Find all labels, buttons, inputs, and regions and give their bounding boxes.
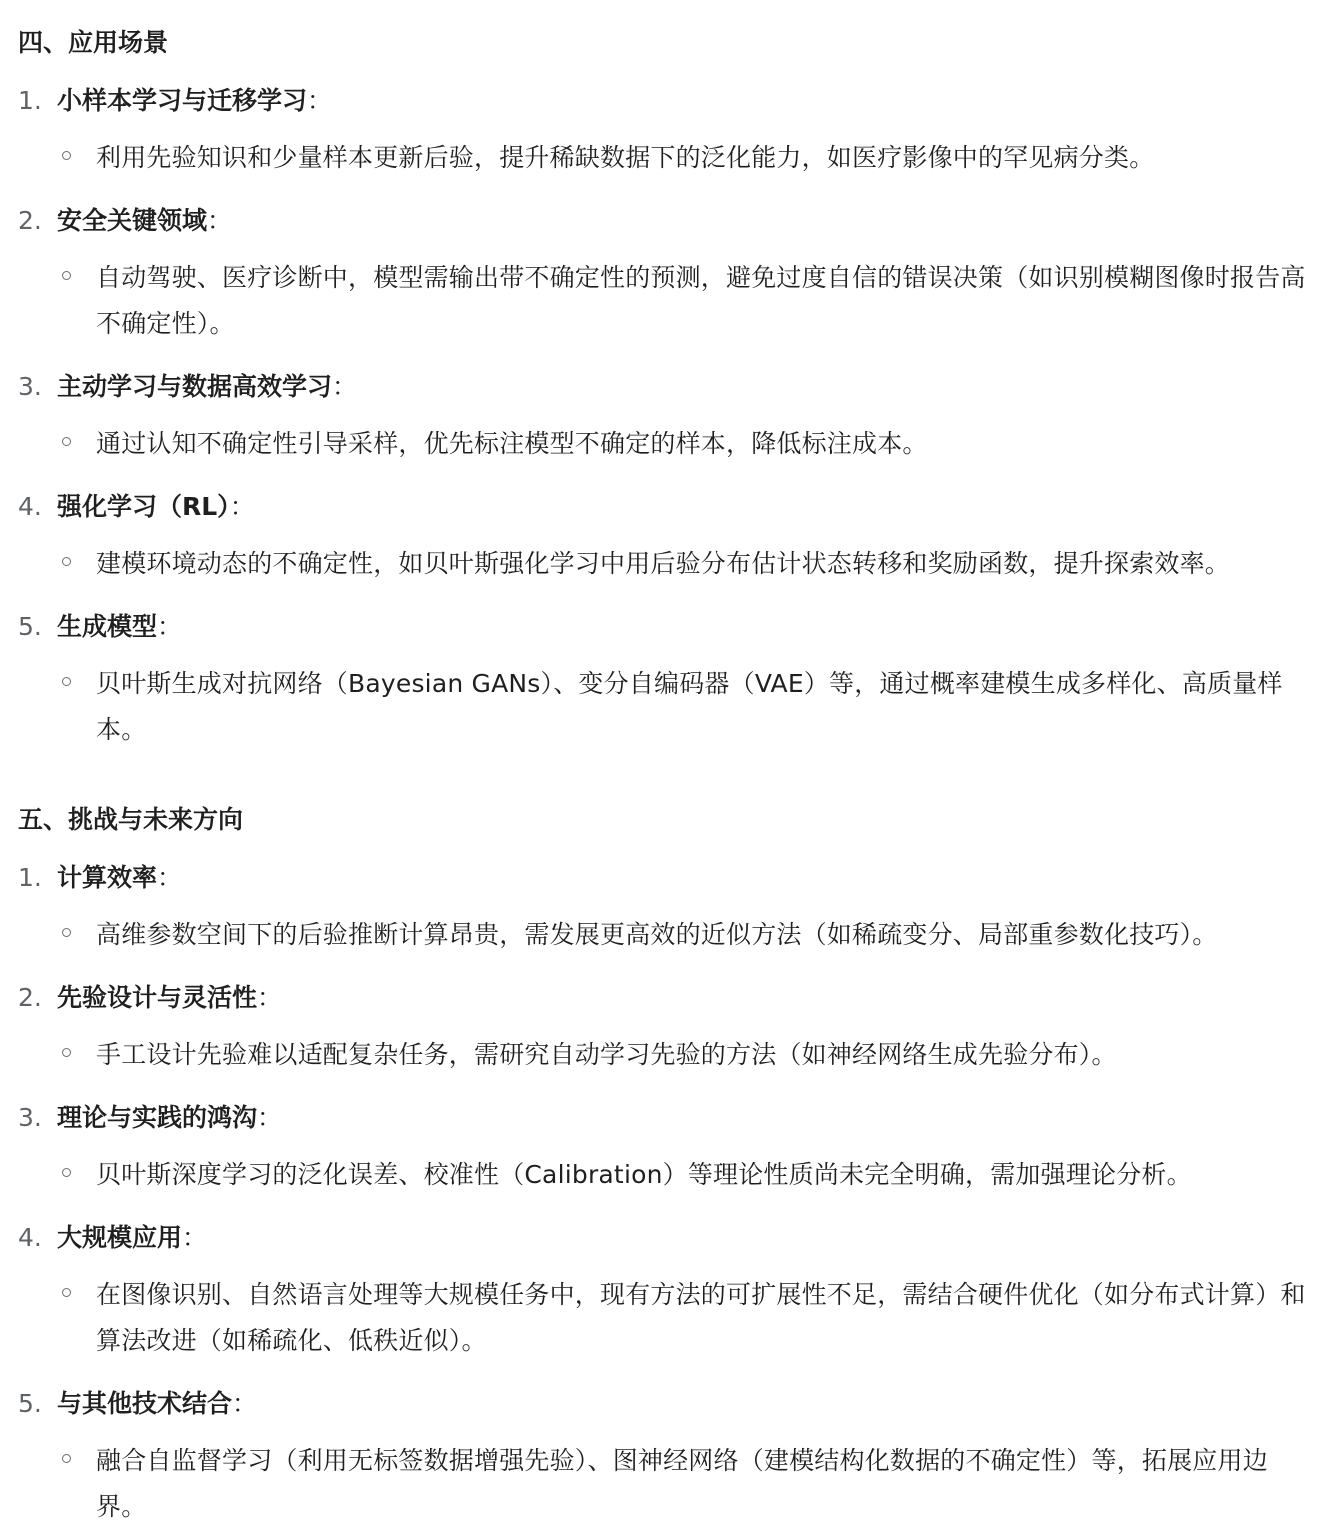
item-title-text: 主动学习与数据高效学习 [57,372,333,401]
bullet-item [18,255,1312,347]
item-title-text: 小样本学习与迁移学习 [57,86,308,115]
list-item-title [57,1100,282,1136]
list-item-heading [18,609,1312,645]
list-number: 5. [18,1389,42,1418]
list-item-heading [18,369,1312,405]
list-item-heading [18,860,1312,896]
bullet-list [18,1152,1312,1198]
list-item-heading [18,203,1312,239]
bullet-text: 贝叶斯生成对抗网络（Bayesian GANs）、变分自编码器（VAE）等，通过概率建模生成多样化、高质量样本。 [96,669,1283,744]
section-challenges [18,753,1312,1530]
bullet-list [18,1032,1312,1078]
bullet-item [18,541,1312,587]
bullet-text: 利用先验知识和少量样本更新后验，提升稀缺数据下的泛化能力，如医疗影像中的罕见病分类。 [96,143,1155,172]
bullet-item [18,1152,1312,1198]
item-colon: ： [232,1389,258,1418]
list-item [18,1220,1312,1364]
item-title-text: 强化学习（RL） [57,492,230,521]
item-title-text: 与其他技术结合 [57,1389,233,1418]
section-title: 五、挑战与未来方向 [18,805,244,834]
bullet-list [18,421,1312,467]
bullet-item [18,661,1312,753]
hollow-circle-bullet-icon [62,1454,71,1463]
item-colon: ： [207,206,233,235]
list-item-heading [18,980,1312,1016]
bullet-text: 自动驾驶、医疗诊断中，模型需输出带不确定性的预测，避免过度自信的错误决策（如识别模糊图像时报告高不确定性）。 [96,263,1306,338]
list-number: 5. [18,612,42,641]
hollow-circle-bullet-icon [62,437,71,446]
item-colon: ： [257,983,283,1012]
bullet-list [18,135,1312,181]
list-item-title [57,1386,257,1422]
hollow-circle-bullet-icon [62,1288,71,1297]
item-title-text: 生成模型 [57,612,158,641]
list-number: 4. [18,492,42,521]
item-colon: ： [229,492,255,521]
hollow-circle-bullet-icon [62,1048,71,1057]
list-item-heading [18,1100,1312,1136]
list-item-title [57,203,232,239]
list-number: 1. [18,86,42,115]
bullet-text: 建模环境动态的不确定性，如贝叶斯强化学习中用后验分布估计状态转移和奖励函数，提升探索效率。 [96,549,1231,578]
bullet-item [18,912,1312,958]
hollow-circle-bullet-icon [62,928,71,937]
hollow-circle-bullet-icon [62,271,71,280]
item-colon: ： [157,612,183,641]
numbered-list [18,860,1312,1530]
list-item [18,1100,1312,1198]
hollow-circle-bullet-icon [62,1168,71,1177]
bullet-text: 高维参数空间下的后验推断计算昂贵，需发展更高效的近似方法（如稀疏变分、局部重参数化技巧）。 [96,920,1218,949]
hollow-circle-bullet-icon [62,151,71,160]
bullet-text: 手工设计先验难以适配复杂任务，需研究自动学习先验的方法（如神经网络生成先验分布）。 [96,1040,1117,1069]
hollow-circle-bullet-icon [62,677,71,686]
bullet-item [18,135,1312,181]
bullet-text: 通过认知不确定性引导采样，优先标注模型不确定的样本，降低标注成本。 [96,429,928,458]
item-title-text: 计算效率 [57,863,158,892]
list-number: 3. [18,1103,42,1132]
list-item-heading [18,1220,1312,1256]
list-item-title [57,1220,207,1256]
list-number: 1. [18,863,42,892]
list-item-heading [18,489,1312,525]
list-item-heading [18,83,1312,119]
list-item-title [57,860,182,896]
item-title-text: 大规模应用 [57,1223,183,1252]
bullet-item [18,1438,1312,1530]
hollow-circle-bullet-icon [62,557,71,566]
section-applications [18,0,1312,753]
item-colon: ： [307,86,333,115]
list-item [18,1386,1312,1530]
item-title-text: 理论与实践的鸿沟 [57,1103,258,1132]
bullet-text: 贝叶斯深度学习的泛化误差、校准性（Calibration）等理论性质尚未完全明确，需加强理论分析。 [96,1160,1192,1189]
list-number: 3. [18,372,42,401]
list-item [18,980,1312,1078]
list-number: 2. [18,983,42,1012]
bullet-list [18,255,1312,347]
list-item [18,860,1312,958]
item-colon: ： [182,1223,208,1252]
list-item [18,203,1312,347]
list-item-title [57,980,282,1016]
list-item [18,83,1312,181]
list-number: 4. [18,1223,42,1252]
item-title-text: 安全关键领域 [57,206,208,235]
bullet-text: 在图像识别、自然语言处理等大规模任务中，现有方法的可扩展性不足，需结合硬件优化（如分布式计算）和算法改进（如稀疏化、低秩近似）。 [96,1280,1306,1355]
list-item-title [57,489,255,525]
bullet-item [18,1032,1312,1078]
bullet-list [18,541,1312,587]
list-number: 2. [18,206,42,235]
list-item-title [57,369,357,405]
item-colon: ： [257,1103,283,1132]
list-item [18,609,1312,753]
item-colon: ： [157,863,183,892]
item-title-text: 先验设计与灵活性 [57,983,258,1012]
section-title: 四、应用场景 [18,28,169,57]
bullet-list [18,912,1312,958]
list-item [18,489,1312,587]
bullet-list [18,661,1312,753]
list-item-title [57,609,182,645]
numbered-list [18,83,1312,753]
bullet-text: 融合自监督学习（利用无标签数据增强先验）、图神经网络（建模结构化数据的不确定性）等，拓展应用边界。 [96,1446,1268,1521]
bullet-item [18,1272,1312,1364]
bullet-item [18,421,1312,467]
list-item [18,369,1312,467]
list-item-title [57,83,332,119]
bullet-list [18,1438,1312,1530]
list-item-heading [18,1386,1312,1422]
bullet-list [18,1272,1312,1364]
item-colon: ： [332,372,358,401]
